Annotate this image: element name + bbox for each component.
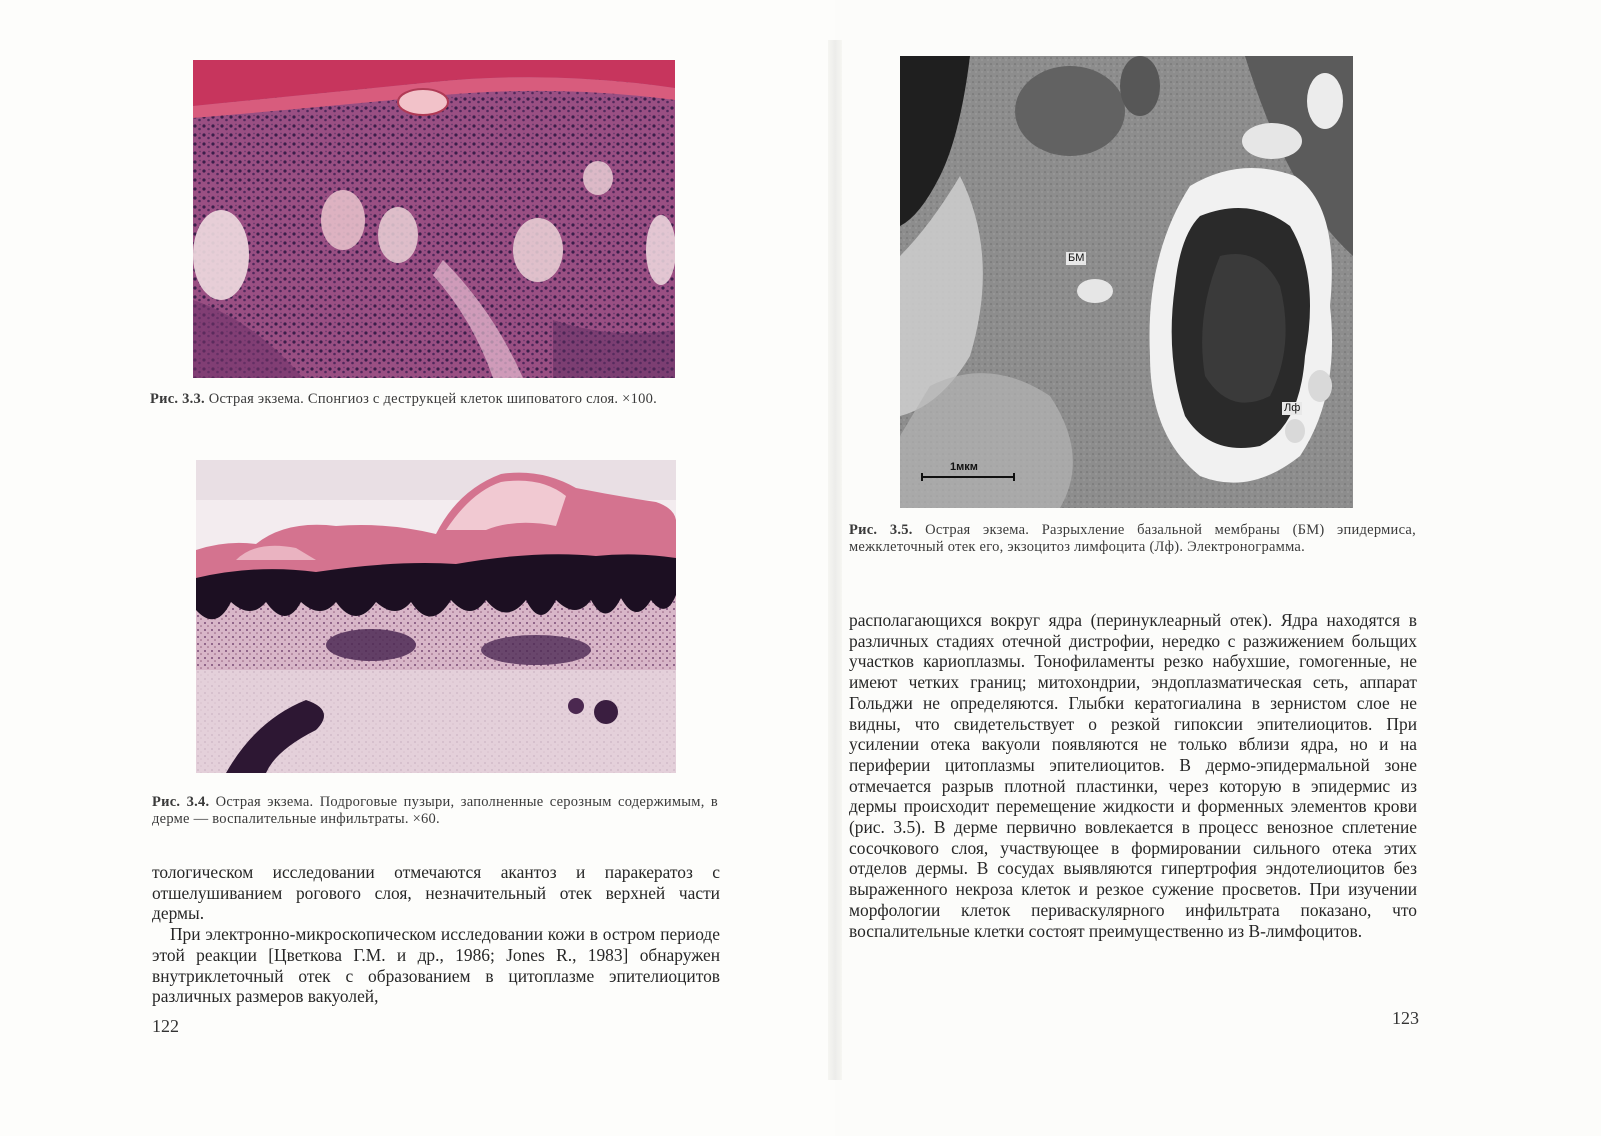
scale-bar-label: 1мкм bbox=[950, 461, 978, 473]
page-number-left: 122 bbox=[152, 1016, 179, 1036]
figure-3-4-caption bbox=[152, 794, 718, 828]
figure-3-5-caption-text: Острая экзема. Разрыхление базальной мембраны (БМ) эпидермиса, межклеточный отек его, экзоцитоз лимфоцита (Лф). Электронограмма. bbox=[849, 522, 1416, 555]
annotation-lymphocyte: Лф bbox=[1284, 402, 1301, 414]
right-paragraph: располагающихся вокруг ядра (перинуклеарный отек). Ядра находятся в различных стадиях отечной дистрофии, нередко с разжижением больщих участков кариоплазмы. Тонофиламенты резко набухшие, гомогенные, не имеют четких границ; митохондрии, эндоплазматическая сеть, аппарат Гольджи не определяются. Глыбки кератогиалина в зернистом слое не видны, что свидетельствует о резкой гипоксии эпителиоцитов. При усилении отека вакуоли появляются не только вблизи ядра, но и на периферии цитоплазмы эпителиоцитов. В дермо-эпидермальной зоне отмечается разрыв плотной пластинки, через которую в эпидермис из дермы происходит перемещение жидкости и форменных элементов крови (рис. 3.5). В дерме первично вовлекается в процесс венозное сплетение сосочкового слоя, участвующее в формировании сильного отека этих отделов дермы. В сосудах выявляются гипертрофия эндотелиоцитов без выраженного некроза клеток и резкое сужение просветов. При изучении морфологии клеток периваскулярного инфильтрата показано, что воспалительные клетки состоят преимущественно из В-лимфоцитов. bbox=[849, 610, 1417, 941]
book-gutter bbox=[828, 40, 842, 1080]
figure-3-5-caption bbox=[849, 522, 1416, 556]
scale-bar-tick-right bbox=[1013, 473, 1015, 481]
scale-bar-tick-left bbox=[921, 473, 923, 481]
left-page-body bbox=[152, 862, 720, 1007]
figure-3-5-electron-micrograph bbox=[900, 56, 1353, 508]
figure-3-4-micrograph bbox=[196, 460, 676, 773]
figure-3-3-caption-text: Острая экзема. Спонгиоз с деструкцей клеток шиповатого слоя. ×100. bbox=[208, 391, 657, 407]
figure-3-5-label: Рис. 3.5. bbox=[849, 522, 913, 538]
figure-3-4-label: Рис. 3.4. bbox=[152, 794, 210, 810]
figure-3-3-label: Рис. 3.3. bbox=[150, 391, 205, 407]
scale-bar bbox=[922, 476, 1014, 478]
figure-3-3-micrograph bbox=[193, 60, 675, 378]
annotation-basement-membrane: БМ bbox=[1068, 252, 1085, 264]
page-number-right: 123 bbox=[1392, 1008, 1419, 1028]
figure-3-3-caption bbox=[150, 391, 716, 408]
left-paragraph-2: При электронно-микроскопическом исследовании кожи в остром периоде этой реакции [Цветкова Г.М. и др., 1986; Jones R., 1983] обнаружен внутриклеточный отек с образованием в цитоплазме эпителиоцитов различных размеров вакуолей, bbox=[152, 924, 720, 1007]
right-page-body bbox=[849, 610, 1417, 941]
left-paragraph-1: тологическом исследовании отмечаются акантоз и паракератоз с отшелушиванием рогового слоя, незначительный отек верхней части дермы. bbox=[152, 862, 720, 924]
figure-3-4-caption-text: Острая экзема. Подроговые пузыри, заполненные серозным содержимым, в дерме — воспалительные инфильтраты. ×60. bbox=[152, 794, 719, 827]
